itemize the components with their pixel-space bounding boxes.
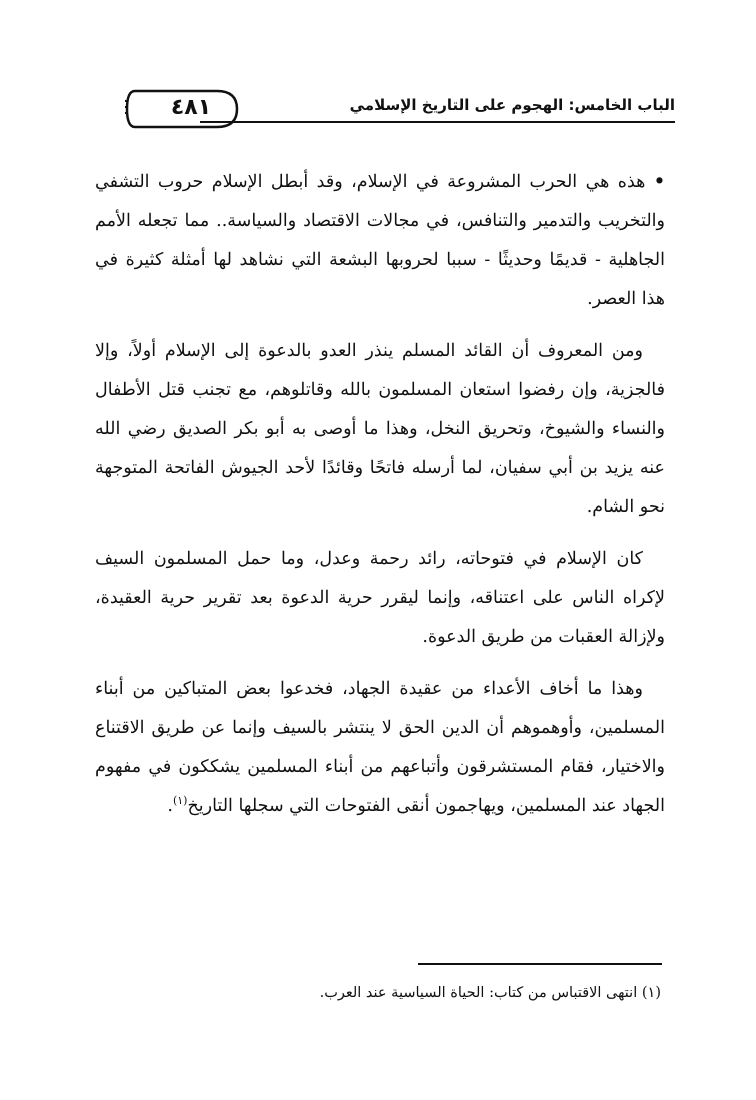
page-number: ٤٨١ [170, 95, 212, 120]
page-number-badge [125, 88, 293, 130]
paragraph-4-tail: . [167, 796, 173, 816]
page-body [95, 163, 665, 839]
paragraph-4 [95, 670, 665, 826]
paragraph-2: ومن المعروف أن القائد المسلم ينذر العدو بالدعوة إلى الإسلام أولاً، وإلا فالجزية، وإن رفضوا استعان المسلمون بالله وقاتلوهم، مع تجنب قتل الأطفال والنساء والشيوخ، وتحريق النخل، وهذا ما أوصى به أبو بكر الصديق رضي الله عنه يزيد بن أبي سفيان، لما أرسله فاتحًا وقائدًا لأحد الجيوش الفاتحة المتوجهة نحو الشام. [95, 341, 665, 517]
footnote-reference[interactable]: (١) [172, 794, 188, 808]
footnote-separator [418, 963, 662, 965]
paragraph-1 [95, 163, 665, 319]
footnote-1 [320, 985, 661, 1001]
page-header [95, 88, 675, 132]
footnote-marker: (١) [641, 985, 661, 1001]
paragraph-1-text: هذه هي الحرب المشروعة في الإسلام، وقد أبطل الإسلام حروب التشفي والتخريب والتدمير والتنافس، في مجالات الاقتصاد والسياسة.. مما تجعله الأمم الجاهلية - قديمًا وحديثًا - سببا لحروبها البشعة التي نشاهد لها أمثلة كثيرة في هذا العصر. [95, 172, 665, 309]
header-rule [200, 121, 675, 123]
bullet-icon: • [653, 172, 665, 192]
paragraph-4-text: وهذا ما أخاف الأعداء من عقيدة الجهاد، فخدعوا بعض المتباكين من أبناء المسلمين، وأوهموهم أن الدين الحق لا ينتشر بالسيف وإنما عن طريق الاقتناع والاختيار، فقام المستشرقون وأتباعهم من أبناء المسلمين يشككون في مفهوم الجهاد عند المسلمين، ويهاجمون أنقى الفتوحات التي سجلها التاريخ [95, 679, 665, 816]
running-title: الباب الخامس: الهجوم على التاريخ الإسلامي [349, 96, 675, 114]
paragraph-3: كان الإسلام في فتوحاته، رائد رحمة وعدل، وما حمل المسلمون السيف لإكراه الناس على اعتناقه، وإنما ليقرر حرية الدعوة بعد تقرير حرية العقيدة، ولإزالة العقبات من طريق الدعوة. [95, 549, 665, 647]
footnote-text: انتهى الاقتباس من كتاب: الحياة السياسية عند العرب. [319, 985, 638, 1001]
